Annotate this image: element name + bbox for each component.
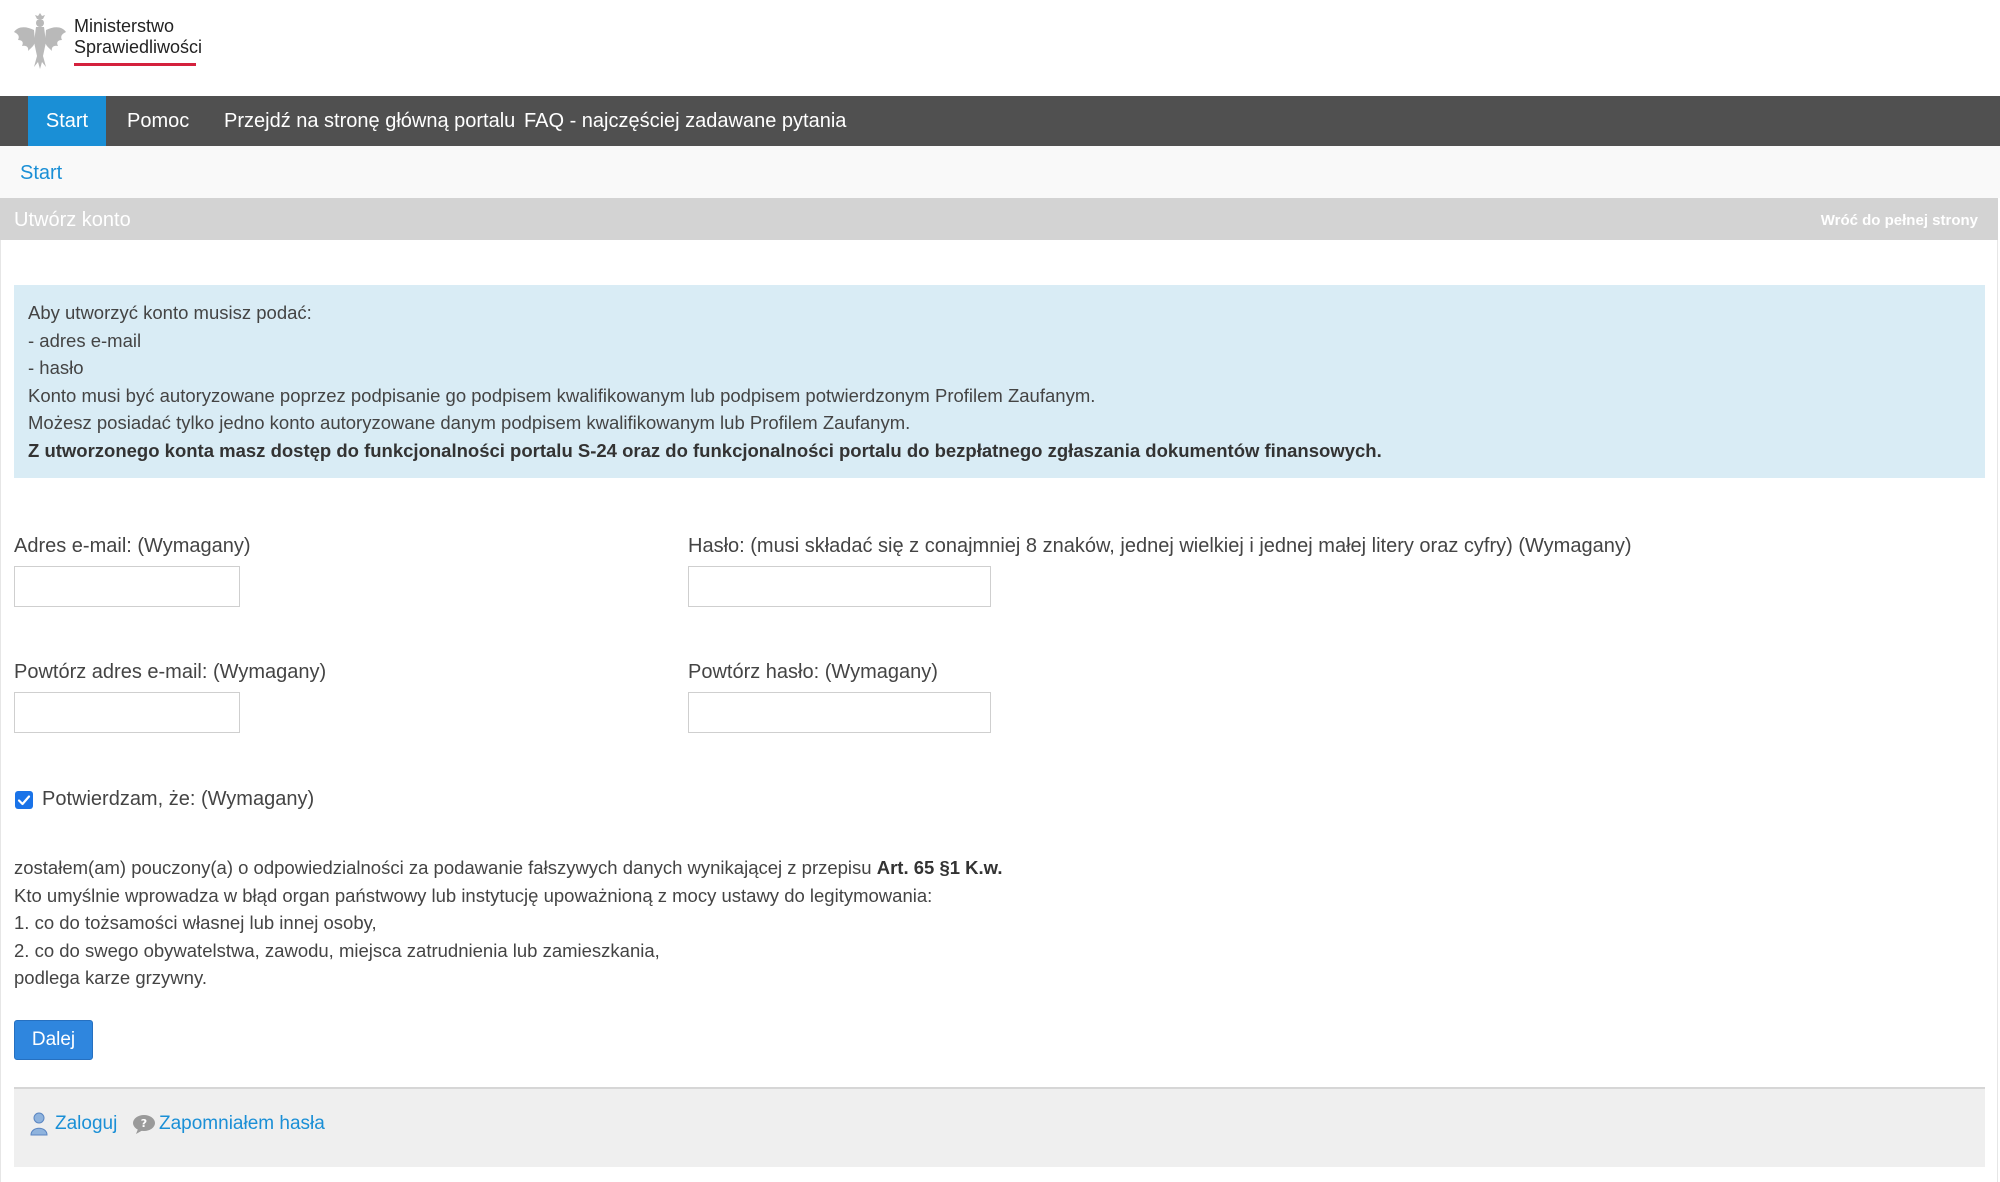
- nav-item-help[interactable]: Pomoc: [127, 110, 190, 132]
- info-bold-line: Z utworzonego konta masz dostęp do funkcjonalności portalu S-24 oraz do funkcjonalności portalu do bezpłatnego zgłaszania dokumentów finansowych.: [28, 439, 1382, 461]
- login-link[interactable]: Zaloguj: [55, 1113, 118, 1134]
- legal-article-ref: Art. 65 §1 K.w.: [876, 857, 1003, 878]
- breadcrumb-start-link[interactable]: Start: [20, 162, 63, 184]
- info-line: Możesz posiadać tylko jedno konto autoryzowane danym podpisem kwalifikowanym lub Profilem Zaufanym.: [28, 412, 911, 434]
- panel-header: [0, 198, 1998, 240]
- nav-item-main-portal[interactable]: Przejdź na stronę główną portalu: [224, 110, 516, 132]
- main-navbar: [0, 96, 2000, 146]
- legal-line-prefix: zostałem(am) pouczony(a) o odpowiedzialności za podawanie fałszywych danych wynikającej z przepisu: [14, 857, 877, 878]
- nav-item-faq[interactable]: FAQ - najczęściej zadawane pytania: [524, 110, 847, 132]
- footer-links: [14, 1087, 1985, 1167]
- info-line: Aby utworzyć konto musisz podać:: [28, 302, 312, 323]
- legal-notice: [14, 854, 1003, 992]
- password-label: Hasło: (musi składać się z conajmniej 8 znaków, jednej wielkiej i jednej małej litery oraz cyfry) (Wymagany): [688, 535, 1632, 557]
- legal-line: podlega karze grzywny.: [14, 967, 207, 989]
- legal-line: Kto umyślnie wprowadza w błąd organ państwowy lub instytucję upoważnioną z mocy ustawy do legitymowania:: [14, 884, 933, 906]
- email-repeat-field[interactable]: [14, 692, 240, 733]
- forgot-password-link[interactable]: Zapomniałem hasła: [159, 1113, 325, 1134]
- email-label: Adres e-mail: (Wymagany): [14, 535, 251, 557]
- confirm-label: Potwierdzam, że: (Wymagany): [42, 788, 315, 810]
- ministry-logo[interactable]: [12, 12, 202, 72]
- svg-text:?: ?: [140, 1117, 148, 1130]
- info-line: - adres e-mail: [28, 329, 142, 351]
- logo-red-underline: [74, 63, 196, 66]
- email-repeat-label: Powtórz adres e-mail: (Wymagany): [14, 661, 327, 683]
- header: [0, 0, 2000, 96]
- logo-line-2: Sprawiedliwości: [74, 37, 203, 57]
- password-field[interactable]: [688, 566, 991, 607]
- help-bubble-icon: [132, 1114, 156, 1134]
- info-line: Konto musi być autoryzowane poprzez podpisanie go podpisem kwalifikowanym lub podpisem potwierdzonym Profilem Zaufanym.: [28, 384, 1096, 406]
- legal-line: 1. co do tożsamości własnej lub innej osoby,: [14, 912, 377, 934]
- email-field[interactable]: [14, 566, 240, 607]
- nav-item-start[interactable]: Start: [28, 96, 106, 146]
- password-repeat-field[interactable]: [688, 692, 991, 733]
- next-button[interactable]: Dalej: [14, 1020, 93, 1060]
- breadcrumb-bar: [0, 146, 2000, 198]
- password-repeat-label: Powtórz hasło: (Wymagany): [688, 661, 938, 683]
- info-line: - hasło: [28, 357, 84, 379]
- back-to-full-page-link[interactable]: Wróć do pełnej strony: [1820, 212, 1978, 229]
- logo-line-1: Ministerstwo: [74, 16, 175, 36]
- legal-line: 2. co do swego obywatelstwa, zawodu, miejsca zatrudnienia lub zamieszkania,: [14, 939, 660, 961]
- confirm-checkbox[interactable]: [15, 791, 33, 809]
- page-title: Utwórz konto: [14, 209, 131, 231]
- checkmark-icon: [17, 793, 31, 807]
- user-icon: [30, 1112, 48, 1136]
- eagle-emblem-icon: [12, 12, 68, 72]
- info-box: [14, 285, 1985, 478]
